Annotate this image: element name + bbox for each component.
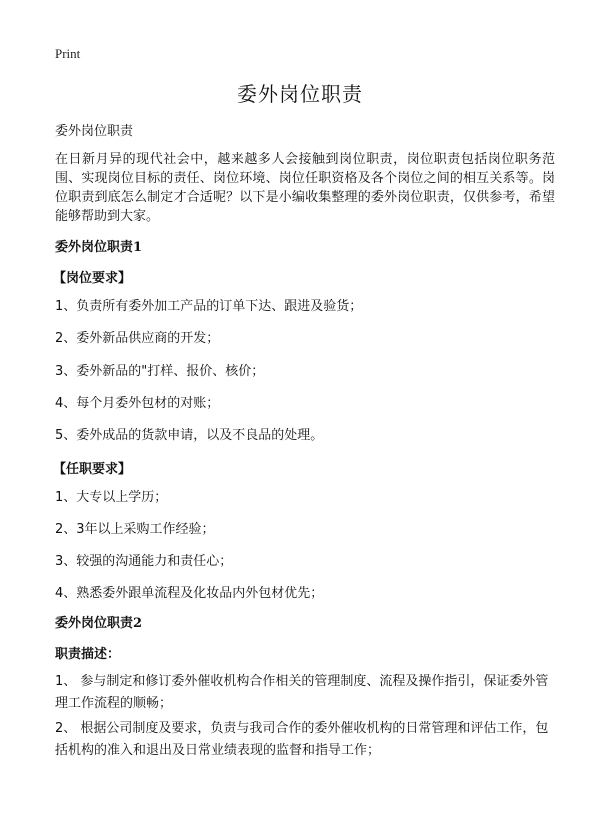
qualification-item: 4、熟悉委外跟单流程及化妆品内外包材优先； (55, 586, 324, 601)
requirement-item: 1、负责所有委外加工产品的订单下达、跟进及验货； (55, 299, 363, 314)
job-requirements-heading: 【岗位要求】 (53, 271, 132, 286)
qualification-item: 1、大专以上学历； (55, 490, 168, 505)
duty-item: 1、 参与制定和修订委外催收机构合作相关的管理制度、流程及操作指引，保证委外管理工作流程的顺畅； (55, 674, 549, 711)
print-link[interactable]: Print (55, 46, 81, 61)
intro-paragraph: 在日新月异的现代社会中，越来越多人会接触到岗位职责，岗位职责包括岗位职务范围、实现岗位目标的责任、岗位环境、岗位任职资格及各个岗位之间的相互关系等。岗位职责到底怎么制定才合适呢？以下是小编收集整理的委外岗位职责，仅供参考，希望能够帮助到大家。 (55, 152, 555, 224)
section-1-title: 委外岗位职责1 (55, 240, 143, 255)
document-subtitle: 委外岗位职责 (55, 124, 134, 139)
description-heading: 职责描述： (55, 647, 121, 662)
section-2-title: 委外岗位职责2 (55, 616, 143, 631)
requirement-item: 2、委外新品供应商的开发； (55, 331, 220, 346)
qualification-item: 3、较强的沟通能力和责任心； (55, 554, 233, 569)
qualification-item: 2、3年以上采购工作经验； (55, 522, 215, 537)
duty-item: 2、 根据公司制度及要求，负责与我司合作的委外催收机构的日常管理和评估工作，包括机构的准入和退出及日常业绩表现的监督和指导工作； (55, 721, 549, 758)
requirement-item: 5、委外成品的货款申请，以及不良品的处理。 (55, 428, 324, 443)
document-title: 委外岗位职责 (237, 82, 363, 106)
requirement-item: 3、委外新品的"打样、报价、核价； (55, 364, 265, 379)
qualifications-heading: 【任职要求】 (53, 462, 132, 477)
requirement-item: 4、每个月委外包材的对账； (55, 396, 220, 411)
